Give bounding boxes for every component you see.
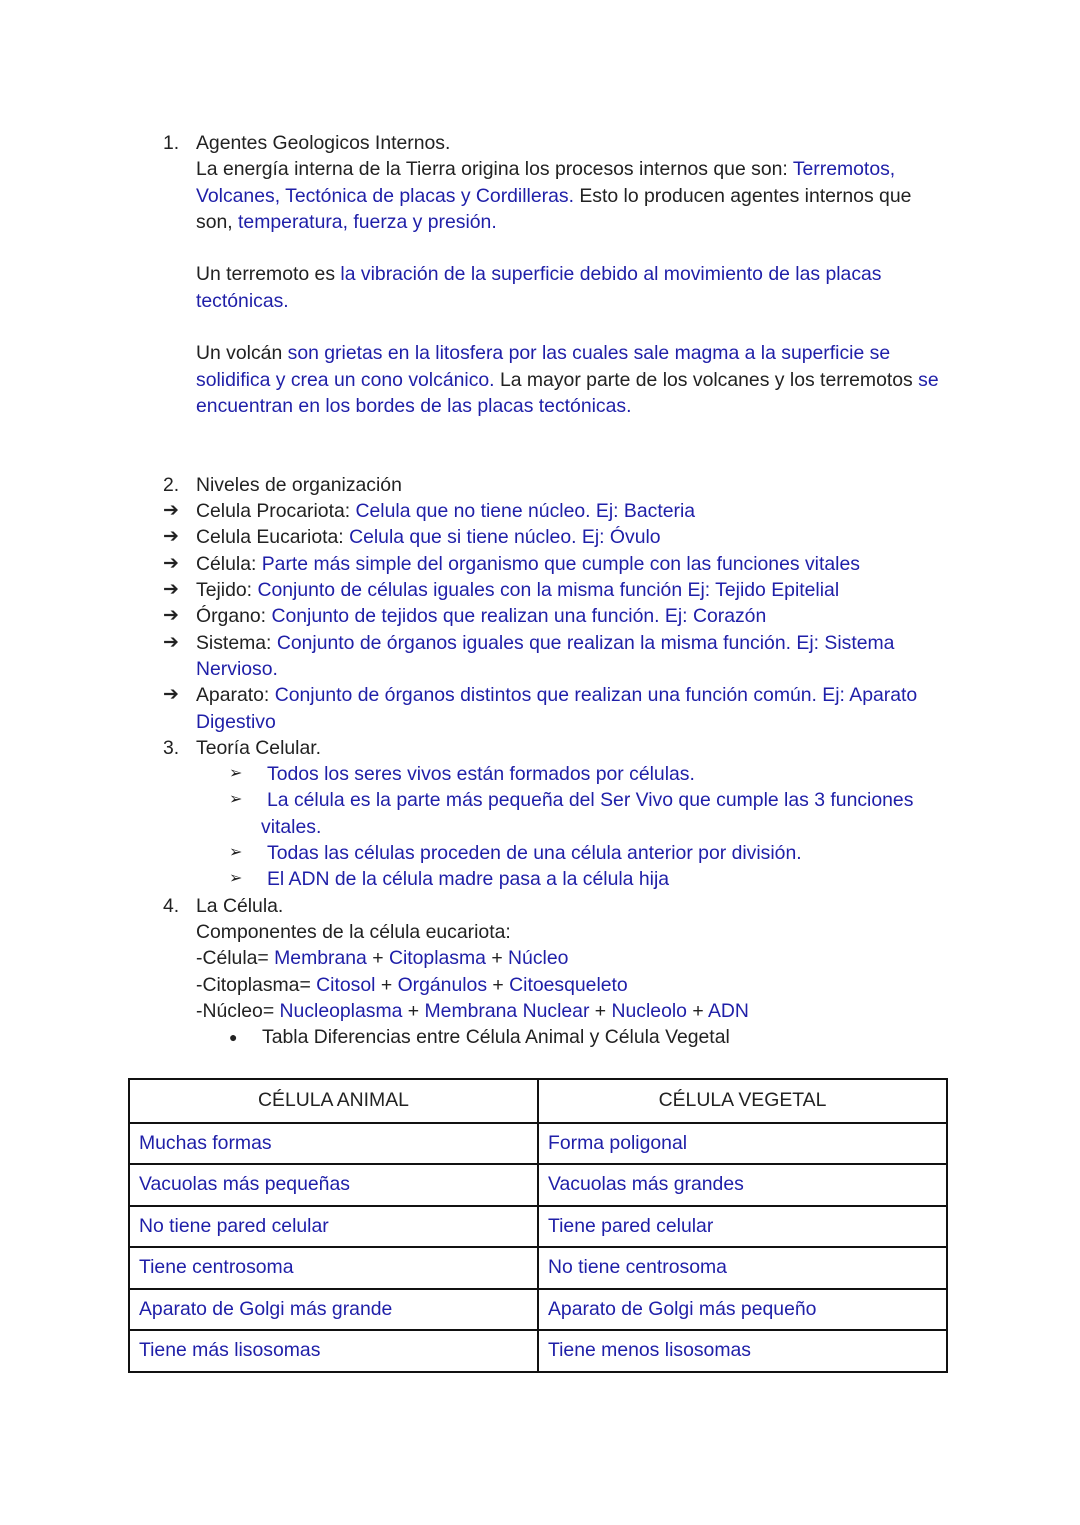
arrowhead-bullet-icon: ➢ [229, 870, 243, 888]
animal-cell-value: Tiene centrosoma [129, 1247, 538, 1289]
table-row [129, 1206, 947, 1248]
bullet-dot-icon: ● [229, 1029, 238, 1046]
component-line-cytoplasm [163, 972, 943, 998]
plant-cell-value: Tiene pared celular [538, 1206, 947, 1248]
item-text: El ADN de la célula madre pasa a la célula hija [267, 868, 670, 891]
header-animal-cell: CÉLULA ANIMAL [129, 1079, 538, 1123]
highlighted-text: Parte más simple del organismo que cumple con las funciones vitales [261, 552, 860, 575]
plain-text: + [686, 999, 708, 1022]
highlighted-text: Núcleo [508, 947, 569, 970]
list-item [163, 603, 943, 629]
highlighted-text: se encuentran en los bordes de las placas tectónicas. [196, 368, 939, 417]
highlighted-text: Conjunto de órganos distintos que realizan una función común. Ej: Aparato Digestivo [196, 684, 918, 733]
bullet-item [163, 1024, 943, 1050]
plain-text: La energía interna de la Tierra origina los procesos internos que son: [196, 158, 793, 181]
item-text: La célula es la parte más pequeña del Ser Vivo que cumple las 3 funciones vitales. [261, 789, 914, 838]
highlighted-text: Nucleoplasma [279, 999, 403, 1022]
table-row [129, 1330, 947, 1372]
component-line-nucleus [163, 998, 943, 1024]
highlighted-text: Celula que no tiene núcleo. Ej: Bacteria [355, 500, 696, 523]
list-item [163, 498, 943, 524]
plain-text: + [485, 947, 509, 970]
plain-text: Celula Procariota: [196, 500, 356, 523]
plain-text: Sistema: [196, 631, 277, 654]
animal-cell-value: Muchas formas [129, 1123, 538, 1165]
table-row [129, 1164, 947, 1206]
arrowhead-bullet-icon: ➢ [229, 844, 243, 862]
section-title: Agentes Geologicos Internos. [196, 132, 451, 154]
plain-text: Tejido: [196, 579, 258, 602]
plain-text: Esto lo producen agentes internos que son, [196, 184, 912, 233]
highlighted-text: la vibración de la superficie debido al movimiento de las placas tectónicas. [196, 263, 882, 312]
plain-text: -Citoplasma= [196, 973, 317, 996]
document-body [163, 130, 943, 1050]
arrow-right-icon: ➔ [163, 579, 179, 601]
cell-theory-list [163, 761, 943, 892]
plain-text: Un volcán [196, 342, 288, 365]
highlighted-text: Terremotos, Volcanes, Tectónica de placas y Cordilleras. [196, 158, 896, 207]
highlighted-text: Citoplasma [388, 947, 486, 970]
list-number: 1. [163, 132, 180, 154]
list-item [163, 787, 943, 840]
plant-cell-value: Tiene menos lisosomas [538, 1330, 947, 1372]
component-line-cell [163, 945, 943, 971]
table-row [129, 1123, 947, 1165]
section-title: La Célula. [196, 894, 284, 917]
components-subtitle: Componentes de la célula eucariota: [196, 920, 511, 943]
highlighted-text: Membrana Nuclear [424, 999, 590, 1022]
section-4-heading [163, 893, 943, 919]
plant-cell-value: No tiene centrosoma [538, 1247, 947, 1289]
plain-text: Órgano: [196, 605, 272, 628]
plant-cell-value: Vacuolas más grandes [538, 1164, 947, 1206]
section-title: Niveles de organización [196, 473, 402, 496]
highlighted-text: Conjunto de tejidos que realizan una función. Ej: Corazón [271, 605, 767, 628]
plant-cell-value: Forma poligonal [538, 1123, 947, 1165]
plain-text: + [366, 947, 389, 970]
section-3-heading [163, 735, 943, 761]
list-item [163, 840, 943, 866]
list-number: 2. [163, 473, 180, 496]
plain-text: Célula: [196, 552, 262, 575]
list-item [163, 682, 943, 735]
plain-text: + [589, 999, 612, 1022]
list-item [163, 577, 943, 603]
list-item [163, 761, 943, 787]
list-item [163, 866, 943, 892]
organization-levels-list [163, 498, 943, 735]
arrow-right-icon: ➔ [163, 684, 179, 706]
highlighted-text: Orgánulos [397, 973, 488, 996]
paragraph-volcano [163, 340, 943, 419]
plain-text: La mayor parte de los volcanes y los terremotos [494, 368, 919, 391]
table-header-row [129, 1079, 947, 1123]
arrow-right-icon: ➔ [163, 605, 179, 627]
highlighted-text: Conjunto de órganos iguales que realizan la misma función. Ej: Sistema Nervioso. [196, 631, 895, 680]
arrow-right-icon: ➔ [163, 500, 179, 522]
item-text: Todas las células proceden de una célula anterior por división. [267, 842, 802, 865]
highlighted-text: Citosol [316, 973, 376, 996]
highlighted-text: Citoesqueleto [509, 973, 628, 996]
highlighted-text: Conjunto de células iguales con la misma función Ej: Tejido Epitelial [257, 579, 840, 602]
table-row [129, 1247, 947, 1289]
animal-cell-value: Tiene más lisosomas [129, 1330, 538, 1372]
paragraph-earthquake [163, 261, 943, 314]
plain-text: + [487, 973, 510, 996]
arrowhead-bullet-icon: ➢ [229, 765, 243, 783]
arrow-right-icon: ➔ [163, 552, 179, 574]
list-item [163, 524, 943, 550]
section-title: Teoría Celular. [196, 736, 322, 759]
plain-text: + [402, 999, 425, 1022]
list-item [163, 630, 943, 683]
highlighted-text: Celula que si tiene núcleo. Ej: Óvulo [349, 526, 661, 549]
highlighted-text: Nucleolo [611, 999, 687, 1022]
list-number: 3. [163, 736, 180, 759]
section-2-heading [163, 472, 943, 498]
highlighted-text: son grietas en la litosfera por las cuales sale magma a la superficie se solidifica y crea un cono volcánico. [196, 342, 891, 391]
header-plant-cell: CÉLULA VEGETAL [538, 1079, 947, 1123]
list-item [163, 551, 943, 577]
animal-cell-value: Aparato de Golgi más grande [129, 1289, 538, 1331]
plain-text: Celula Eucariota: [196, 526, 350, 549]
animal-cell-value: No tiene pared celular [129, 1206, 538, 1248]
plain-text: Un terremoto es [196, 263, 341, 286]
section-1-heading [163, 130, 943, 156]
bullet-text: Tabla Diferencias entre Célula Animal y Célula Vegetal [262, 1026, 730, 1049]
plain-text: -Célula= [196, 947, 275, 970]
item-text: Todos los seres vivos están formados por células. [267, 763, 695, 786]
plain-text: -Núcleo= [196, 999, 280, 1022]
animal-cell-value: Vacuolas más pequeñas [129, 1164, 538, 1206]
paragraph-internal-energy [163, 156, 943, 235]
highlighted-text: temperatura, fuerza y presión. [238, 210, 497, 233]
arrow-right-icon: ➔ [163, 526, 179, 548]
arrow-right-icon: ➔ [163, 631, 179, 653]
arrowhead-bullet-icon: ➢ [229, 791, 243, 809]
table-row [129, 1289, 947, 1331]
plain-text: Aparato: [196, 684, 275, 707]
plain-text: + [375, 973, 398, 996]
list-number: 4. [163, 894, 180, 917]
comparison-table [128, 1078, 948, 1373]
highlighted-text: Membrana [274, 947, 367, 970]
highlighted-text: ADN [708, 999, 749, 1022]
plant-cell-value: Aparato de Golgi más pequeño [538, 1289, 947, 1331]
